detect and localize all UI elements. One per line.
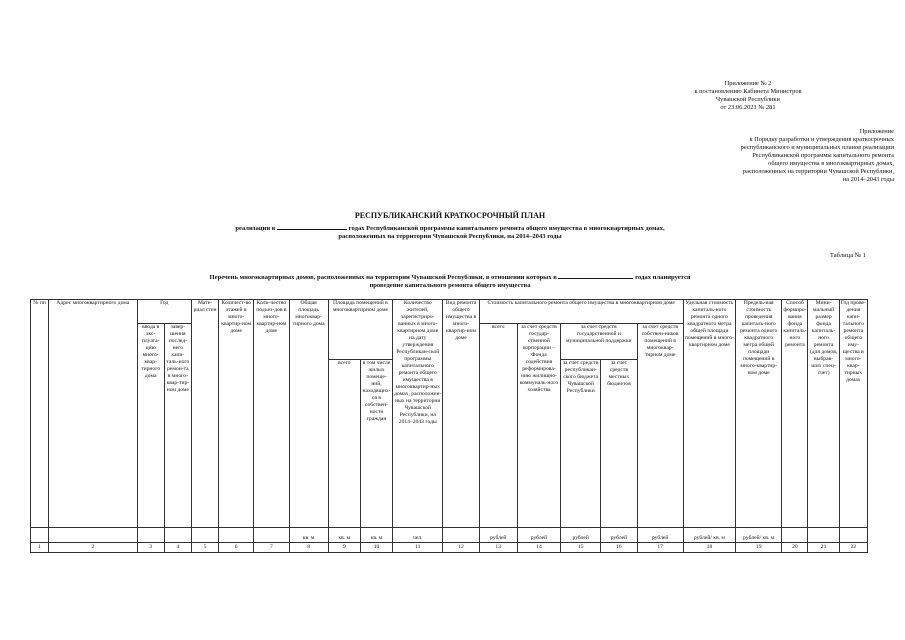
col-total-area: Общая площадь многоквар-тирного дома [289, 300, 328, 528]
column-number: 17 [637, 543, 683, 553]
units-row [31, 528, 868, 543]
plan-table [30, 299, 868, 553]
column-number: 3 [137, 543, 164, 553]
col-premises-total: всего [328, 360, 360, 528]
column-number: 10 [360, 543, 392, 553]
col-cost-total: всего [479, 324, 517, 528]
unit-cell [31, 528, 49, 543]
col-address: Адрес многоквартирного дома [49, 300, 138, 528]
unit-cell: рублей/ кв. м [736, 528, 782, 543]
unit-cell: кв. м [360, 528, 392, 543]
unit-cell [164, 528, 191, 543]
blank-line [558, 272, 633, 279]
document-subtitle: реализации в годах Республиканской программы капитального ремонта общего имущества в многоквартирных домах, расположенных на территории Чувашской Республики, на 2014–2043 годы [235, 225, 665, 241]
col-premises-area: Площадь помещений в многоквартирном доме [328, 300, 392, 360]
list-title: Перечень многоквартирных домов, расположенных на территории Чувашской Республики, в отношении которых в годах планируется проведение капитального ремонта общего имущества [209, 274, 691, 290]
col-entrances: Коли-чество подъез-дов в много-квартир-ном доме [254, 300, 289, 528]
column-number: 5 [191, 543, 218, 553]
col-unit-cost: Удельная стоимость капиталь-ного ремонта одного квадратного метра общей площади помещений в много-квартирном доме [683, 300, 735, 528]
unit-cell: рублей [601, 528, 637, 543]
col-planned-year: Год прове-дения капи-тального ремонта общего иму-щества в много-квар-тирных домах [839, 300, 867, 528]
column-number: 9 [328, 543, 360, 553]
col-cost-local: за счет средств местных бюджетов [601, 360, 637, 528]
column-number: 11 [393, 543, 443, 553]
column-number: 21 [808, 543, 839, 553]
table-number: Таблица № 1 [829, 252, 866, 259]
column-number: 18 [683, 543, 735, 553]
col-premises-owned: в том числе жилых помеще-ний, находящих-ся в собствен-ности граждан [360, 360, 392, 528]
unit-cell: рублей [479, 528, 517, 543]
unit-cell: чел. [393, 528, 443, 543]
col-floors: Количест-во этажей в много-квартир-ном доме [219, 300, 254, 528]
unit-cell [443, 528, 479, 543]
column-number: 13 [479, 543, 517, 553]
col-cost-owners: за счет средств собствен-ников помещений в многоквар-тирном доме [637, 324, 683, 528]
col-max-cost: Предель-ная стоимость проведения капиталь-ного ремонта одного квадратного метра общей площади помещений в много-квартир-ном доме [736, 300, 782, 528]
unit-cell: кв. м [328, 528, 360, 543]
col-fund-method: Способ формиро-вания фонда капиталь-ного ремонта [782, 300, 808, 528]
unit-cell: рублей [561, 528, 601, 543]
unit-cell: кв. м [289, 528, 328, 543]
unit-cell: рублей [517, 528, 560, 543]
column-number: 19 [736, 543, 782, 553]
col-year-last-repair: завер-шения послед-него капи-таль-ного ремон-та в много-квар-тир-ном доме [164, 324, 191, 528]
col-cost: Стоимость капитального ремонта общего имущества в многоквартирном доме [479, 300, 683, 324]
column-numbers-row [31, 543, 868, 553]
col-min-fee: Мини-мальный размер фонда капиталь-ного ремонта (для домов, выбрав-ших спец-счет) [808, 300, 839, 528]
column-number: 7 [254, 543, 289, 553]
column-number: 2 [49, 543, 138, 553]
col-year-commission: ввода в экс-плуата-цию много-квар-тирного дома [137, 324, 164, 528]
unit-cell [49, 528, 138, 543]
col-repair-type: Вид ремонта общего имущества в много-квартир-ном доме [443, 300, 479, 528]
document-title: РЕСПУБЛИКАНСКИЙ КРАТКОСРОЧНЫЙ ПЛАН [354, 211, 546, 220]
unit-cell [191, 528, 218, 543]
unit-cell [219, 528, 254, 543]
col-cost-state-support: за счет средств государственной и муниципальной поддержки [561, 324, 637, 360]
column-number: 15 [561, 543, 601, 553]
col-no: № пп [31, 300, 49, 528]
unit-cell [808, 528, 839, 543]
unit-cell [254, 528, 289, 543]
col-residents: Количество жителей, зарегистриро-ванных в много-квартирном доме на дату утверждения Республикан-ской программы капитального ремонта общего имущества в многоквартир-ных домах, расположен-ных на территории Чувашской Республики, на 2014–2043 годы [393, 300, 443, 528]
column-number: 4 [164, 543, 191, 553]
appendix-2-heading: Приложение № 2 к постановлению Кабинета Министров Чувашской Республики от 23.06.2021 № 281 [694, 80, 802, 111]
unit-cell [782, 528, 808, 543]
appendix-procedure-heading: Приложение к Порядку разработки и утверждения краткосрочных республиканского и муниципальных планов реализации Республиканской программы капитального ремонта общего имущества в многоквартирных домах, расположенных на территории Чувашской Республики, на 2014–2043 годы [740, 128, 894, 183]
blank-line [277, 223, 347, 230]
column-number: 1 [31, 543, 49, 553]
column-number: 12 [443, 543, 479, 553]
unit-cell [839, 528, 867, 543]
column-number: 16 [601, 543, 637, 553]
column-number: 8 [289, 543, 328, 553]
col-cost-fund: за счет средств государ-ственной корпорации – Фонда содействия реформирова-нию жилищно-коммуналь-ного хозяйства [517, 324, 560, 528]
column-number: 20 [782, 543, 808, 553]
col-year: Год [137, 300, 191, 324]
column-number: 14 [517, 543, 560, 553]
col-cost-republic: за счет средств республикан-ского бюджета Чувашской Республики [561, 360, 601, 528]
unit-cell [137, 528, 164, 543]
col-wall-material: Мате-риал стен [191, 300, 218, 528]
unit-cell: рублей/ кв. м [683, 528, 735, 543]
column-number: 22 [839, 543, 867, 553]
column-number: 6 [219, 543, 254, 553]
unit-cell: рублей [637, 528, 683, 543]
